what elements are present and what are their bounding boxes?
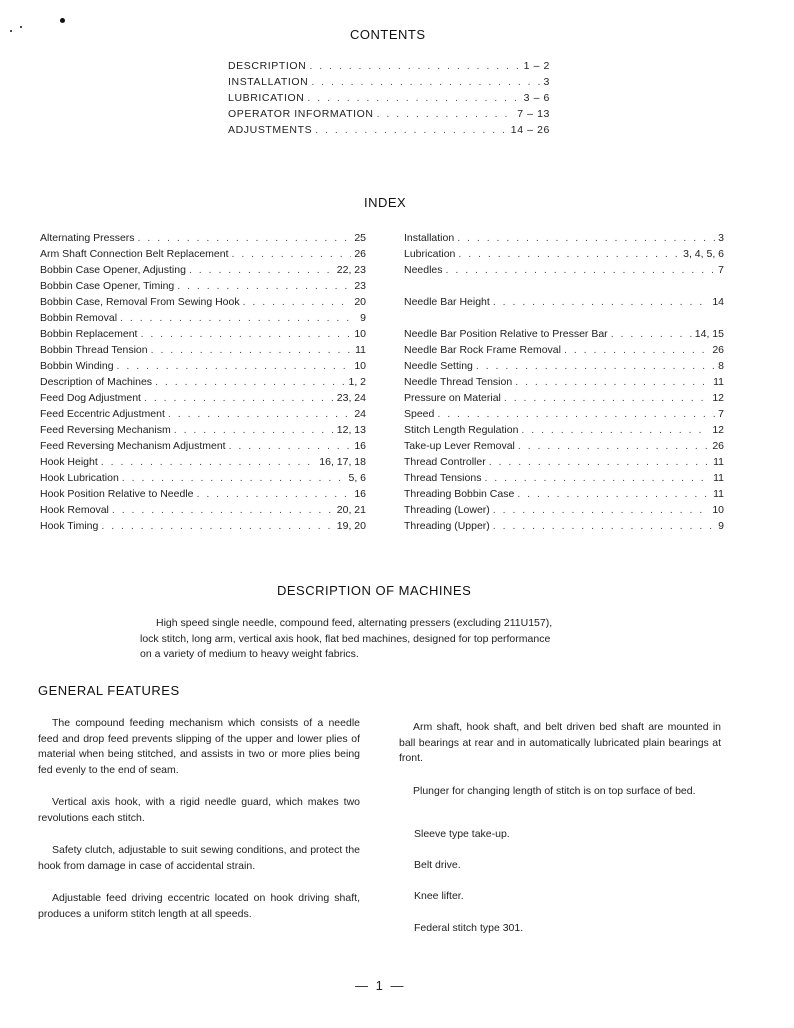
toc-entry [40,326,366,342]
toc-entry-label: Bobbin Winding [40,360,114,372]
toc-entry-page: 14, 15 [694,328,724,340]
toc-entry [40,342,366,358]
description-heading: DESCRIPTION OF MACHINES [277,583,472,598]
dot-leader [446,262,716,278]
toc-entry-label: Feed Reversing Mechanism Adjustment [40,440,226,452]
toc-entry-page: 22, 23 [336,264,366,276]
index-left-column [40,230,366,534]
toc-entry [404,454,724,470]
toc-entry-page: 16, 17, 18 [319,456,366,468]
toc-entry-label: Thread Tensions [404,472,482,484]
toc-entry-label: Needle Thread Tension [404,376,513,388]
toc-entry [40,374,366,390]
dot-leader [489,454,710,470]
toc-entry-page: 9 [718,520,724,532]
toc-entry-label: Feed Eccentric Adjustment [40,408,165,420]
dot-leader [232,246,352,262]
toc-entry [404,358,724,374]
toc-entry [404,502,724,518]
toc-entry-label: Alternating Pressers [40,232,135,244]
dot-leader [101,454,317,470]
toc-entry-page: 11 [713,376,724,388]
toc-entry-label: DESCRIPTION [228,60,307,72]
scan-speck [60,18,65,23]
toc-entry-label: INSTALLATION [228,76,309,88]
dot-leader [144,390,334,406]
toc-entry-page: 24 [354,408,366,420]
toc-entry-page: 1, 2 [348,376,366,388]
dot-leader [229,438,352,454]
toc-entry-page: 20 [354,296,366,308]
toc-entry-label: Needle Bar Rock Frame Removal [404,344,561,356]
toc-entry [404,486,724,502]
dot-leader [309,58,520,74]
toc-entry [404,374,724,390]
toc-entry-label: Threading (Upper) [404,520,490,532]
dot-leader [112,502,334,518]
toc-entry-label: Take-up Lever Removal [404,440,515,452]
features-right-column [399,720,721,799]
dot-leader [101,518,333,534]
toc-entry-page: 12 [712,424,724,436]
toc-entry-label: Bobbin Removal [40,312,118,324]
toc-entry-label: Hook Height [40,456,98,468]
toc-entry [40,262,366,278]
toc-entry-label: Threading Bobbin Case [404,488,515,500]
toc-entry-label: Needle Bar Position Relative to Presser Bar [404,328,608,340]
dot-leader [311,74,540,90]
toc-entry [40,486,366,502]
toc-entry [404,470,724,486]
dot-leader [168,406,351,422]
dot-leader [518,438,709,454]
toc-entry-page: 16 [354,488,366,500]
toc-entry-page: 12, 13 [336,424,366,436]
dot-leader [307,90,520,106]
toc-entry-page: 7 [718,408,724,420]
toc-entry [404,326,724,342]
toc-entry [404,390,724,406]
dot-leader [189,262,334,278]
dot-leader [174,422,334,438]
dot-leader [437,406,715,422]
dot-leader [177,278,351,294]
toc-entry [40,502,366,518]
toc-entry-page: 7 [718,264,724,276]
dot-leader [120,310,357,326]
toc-entry [228,122,550,138]
dot-leader [493,518,715,534]
toc-entry-label: Thread Controller [404,456,486,468]
dot-leader [493,294,710,310]
feature-paragraph: Arm shaft, hook shaft, and belt driven bed shaft are mounted in ball bearings at rear and in automatically lubricated plain bearings at front. [399,721,721,764]
toc-entry-page: 14 [712,296,724,308]
contents-list [228,58,550,138]
dot-leader [122,470,346,486]
toc-entry-page: 12 [712,392,724,404]
toc-entry-label: Needles [404,264,443,276]
dot-leader [564,342,709,358]
toc-entry-label: Bobbin Replacement [40,328,138,340]
toc-entry [40,470,366,486]
description-text [140,616,660,663]
feature-item: Knee lifter. [414,890,464,902]
toc-spacer [404,278,724,294]
toc-entry [40,454,366,470]
toc-entry-label: Hook Lubrication [40,472,119,484]
toc-entry-page: 25 [354,232,366,244]
feature-paragraph: Vertical axis hook, with a rigid needle guard, which makes two revolutions each stitch. [38,796,360,824]
toc-entry-page: 20, 21 [336,504,366,516]
toc-entry [40,310,366,326]
toc-entry-page: 3, 4, 5, 6 [683,248,724,260]
toc-entry [228,90,550,106]
toc-entry-page: 26 [712,344,724,356]
toc-entry [404,262,724,278]
toc-entry [228,106,550,122]
toc-entry-label: Arm Shaft Connection Belt Replacement [40,248,229,260]
toc-entry-label: Needle Setting [404,360,473,372]
toc-entry [404,230,724,246]
dot-leader [151,342,352,358]
scan-speck [20,26,22,28]
index-right-column [404,230,724,534]
toc-entry-page: 11 [713,456,724,468]
toc-entry [40,294,366,310]
toc-entry [404,342,724,358]
toc-entry-page: 14 – 26 [510,124,550,136]
dot-leader [315,122,508,138]
toc-entry-page: 10 [354,328,366,340]
toc-entry-page: 8 [718,360,724,372]
toc-entry-label: Speed [404,408,435,420]
toc-entry [40,358,366,374]
toc-entry-label: Hook Position Relative to Needle [40,488,194,500]
toc-entry [40,246,366,262]
feature-item: Federal stitch type 301. [414,922,524,934]
dot-leader [521,422,709,438]
toc-entry-label: Hook Removal [40,504,109,516]
index-heading: INDEX [364,195,407,210]
features-heading: GENERAL FEATURES [38,683,180,698]
description-line: on a variety of medium to heavy weight fabrics. [140,648,359,660]
toc-entry-label: Bobbin Thread Tension [40,344,148,356]
toc-entry-page: 10 [354,360,366,372]
toc-entry [404,422,724,438]
dot-leader [484,470,710,486]
toc-entry-page: 26 [354,248,366,260]
toc-entry [404,438,724,454]
dot-leader [117,358,352,374]
toc-entry [404,294,724,310]
toc-entry-label: Description of Machines [40,376,153,388]
toc-entry-label: Needle Bar Height [404,296,490,308]
dot-leader [458,246,680,262]
toc-entry-label: Feed Reversing Mechanism [40,424,171,436]
toc-entry-label: LUBRICATION [228,92,305,104]
toc-entry [40,230,366,246]
toc-entry-label: Bobbin Case Opener, Timing [40,280,175,292]
dot-leader [611,326,692,342]
toc-spacer [404,310,724,326]
toc-entry-page: 16 [354,440,366,452]
toc-entry-page: 26 [712,440,724,452]
toc-entry-label: Lubrication [404,248,456,260]
contents-heading: CONTENTS [350,27,426,42]
toc-entry [40,518,366,534]
toc-entry-label: OPERATOR INFORMATION [228,108,374,120]
dot-leader [515,374,710,390]
dot-leader [138,230,352,246]
toc-entry-page: 1 – 2 [523,60,550,72]
toc-entry-page: 3 [543,76,550,88]
toc-entry-page: 19, 20 [336,520,366,532]
toc-entry-label: Threading (Lower) [404,504,490,516]
toc-entry [40,406,366,422]
toc-entry-label: Bobbin Case Opener, Adjusting [40,264,186,276]
toc-entry-label: Bobbin Case, Removal From Sewing Hook [40,296,240,308]
toc-entry-page: 23 [354,280,366,292]
dot-leader [243,294,352,310]
feature-paragraph: The compound feeding mechanism which consists of a needle feed and drop feed prevents slipping of the upper and lower plies of material when being stitched, and assists in two or more plies being fed evenly to the end of seam. [38,717,360,776]
toc-entry-label: ADJUSTMENTS [228,124,313,136]
toc-entry [40,438,366,454]
feature-item: Sleeve type take-up. [414,828,510,840]
feature-item: Belt drive. [414,859,461,871]
toc-entry-page: 11 [713,488,724,500]
dot-leader [504,390,709,406]
toc-entry [40,422,366,438]
toc-entry-label: Hook Timing [40,520,99,532]
toc-entry [228,74,550,90]
toc-entry-page: 10 [712,504,724,516]
features-left-column [38,716,360,922]
toc-entry-label: Stitch Length Regulation [404,424,519,436]
dot-leader [493,502,710,518]
description-line: lock stitch, long arm, vertical axis hook, flat bed machines, designed for top performance [140,632,551,645]
feature-paragraph: Safety clutch, adjustable to suit sewing conditions, and protect the hook from damage in case of accidental strain. [38,844,360,872]
scan-speck [10,30,12,32]
toc-entry-page: 9 [360,312,366,324]
feature-paragraph: Adjustable feed driving eccentric located on hook driving shaft, produces a uniform stitch length at all speeds. [38,892,360,920]
toc-entry-page: 3 – 6 [523,92,550,104]
page-number: — 1 — [355,978,406,993]
toc-entry-page: 7 – 13 [517,108,550,120]
dot-leader [197,486,352,502]
dot-leader [155,374,345,390]
toc-entry-page: 11 [355,344,366,356]
dot-leader [457,230,715,246]
toc-entry-label: Feed Dog Adjustment [40,392,141,404]
feature-paragraph: Plunger for changing length of stitch is on top surface of bed. [413,784,696,797]
toc-entry [228,58,550,74]
toc-entry [404,406,724,422]
dot-leader [476,358,715,374]
toc-entry [40,390,366,406]
toc-entry-label: Pressure on Material [404,392,501,404]
dot-leader [377,106,515,122]
dot-leader [140,326,351,342]
toc-entry-page: 23, 24 [336,392,366,404]
toc-entry [404,518,724,534]
toc-entry-page: 11 [713,472,724,484]
toc-entry-label: Installation [404,232,455,244]
toc-entry-page: 3 [718,232,724,244]
description-line: High speed single needle, compound feed, alternating pressers (excluding 211U157), [156,617,553,629]
toc-entry [404,246,724,262]
toc-entry [40,278,366,294]
toc-entry-page: 5, 6 [348,472,366,484]
dot-leader [517,486,710,502]
